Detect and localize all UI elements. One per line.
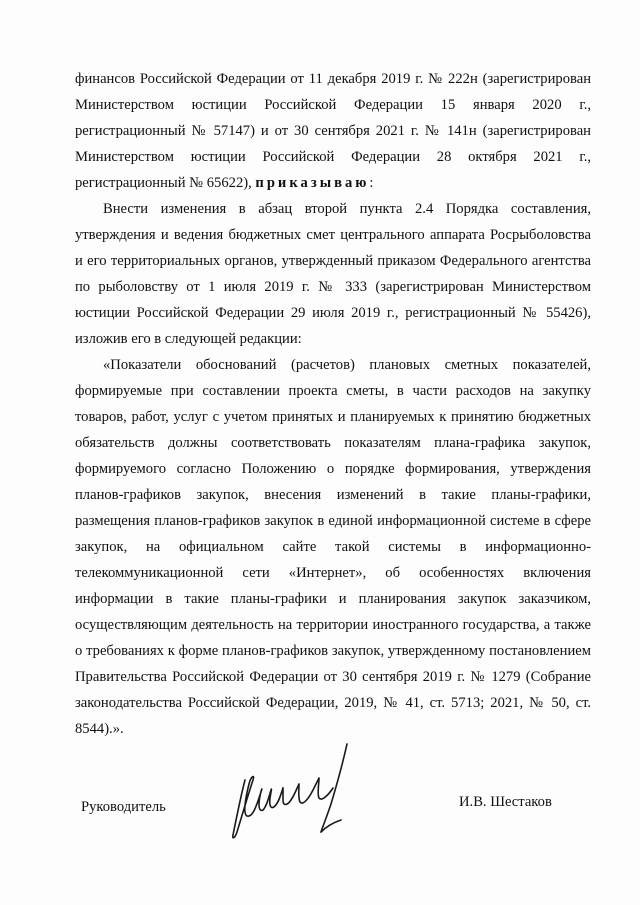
handwritten-signature bbox=[223, 740, 373, 845]
paragraph-new-wording: «Показатели обоснований (расчетов) плановых сметных показателей, формируемые при составлении проекта сметы, в части расходов на закупку товаров, работ, услуг с учетом принятых и планируемых к принятию бюджетных обязательств должны соответствовать показателям плана-графика закупок, формируемого согласно Положению о порядке формирования, утверждения планов-графиков закупок, внесения изменений в такие планы-графики, размещения планов-графиков закупок в единой информационной системе в сфере закупок, на официальном сайте такой системы в информационно-телекоммуникационной сети «Интернет», об особенностях включения информации в такие планы-графики и планирования закупок заказчиком, осуществляющим деятельность на территории иностранного государства, а также о требованиях к форме планов-графиков закупок, утвержденному постановлением Правительства Российской Федерации от 30 сентября 2019 г. № 1279 (Собрание законодательства Российской Федерации, 2019, № 41, ст. 5713; 2021, № 50, ст. 8544).». bbox=[75, 357, 591, 737]
document-body bbox=[75, 66, 591, 742]
signer-name: И.В. Шестаков bbox=[459, 794, 552, 810]
paragraph-legal-basis-tail: : bbox=[369, 175, 374, 191]
signer-position: Руководитель bbox=[81, 799, 166, 815]
paragraph-legal-basis bbox=[75, 66, 591, 196]
paragraph-legal-basis-text: финансов Российской Федерации от 11 декабря 2019 г. № 222н (зарегистрирован Министерством юстиции Российской Федерации 15 января 2020 г., регистрационный № 57147) и от 30 сентября 2021 г. № 141н (зарегистрирован Министерством юстиции Российской Федерации 28 октября 2021 г., регистрационный № 65622), bbox=[75, 71, 591, 191]
signature-block bbox=[75, 740, 591, 850]
paragraph-amendment: Внести изменения в абзац второй пункта 2.4 Порядка составления, утверждения и ведения бюджетных смет центрального аппарата Росрыболовства и его территориальных органов, утвержденный приказом Федерального агентства по рыболовству от 1 июля 2019 г. № 333 (зарегистрирован Министерством юстиции Российской Федерации 29 июля 2019 г., регистрационный № 55426), изложив его в следующей редакции: bbox=[75, 201, 591, 347]
order-word: приказываю bbox=[255, 175, 370, 191]
